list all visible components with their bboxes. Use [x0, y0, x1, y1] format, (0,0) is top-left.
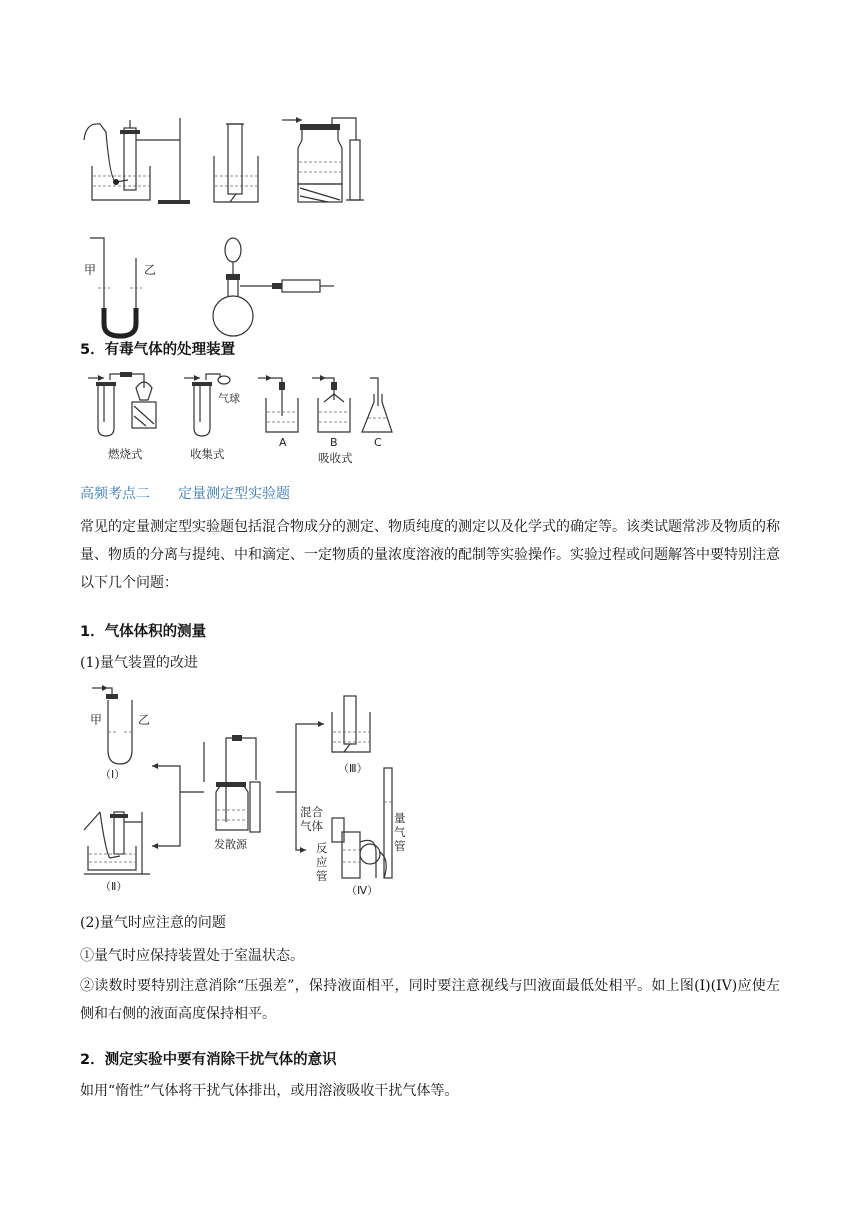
absorbing-a-apparatus	[258, 375, 298, 449]
item1-note1: ①量气时应保持装置处于室温状态。	[80, 948, 304, 964]
section-5-heading: 5．有毒气体的处理装置	[80, 342, 236, 358]
apparatus-ii	[84, 812, 150, 893]
label-iii: （Ⅲ）	[338, 762, 368, 775]
label-balloon: 气球	[218, 392, 240, 405]
label-jia-diagram: 甲	[90, 713, 103, 727]
gas-measurement-diagram	[80, 682, 420, 900]
label-yi: 乙	[144, 263, 157, 277]
u-tube-apparatus	[84, 238, 156, 338]
label-meter-1: 量	[394, 811, 406, 825]
collecting-type-apparatus	[184, 374, 240, 461]
label-a: A	[279, 436, 287, 449]
label-meter-3: 管	[394, 839, 406, 853]
label-source: 发散源	[214, 838, 247, 851]
item1-sub1: (1)量气装置的改进	[80, 655, 198, 671]
apparatus-row-2	[80, 228, 340, 340]
item2-heading: 2．测定实验中要有消除干扰气体的意识	[80, 1052, 337, 1068]
label-i: （Ⅰ）	[100, 768, 126, 781]
burning-type-apparatus	[88, 372, 156, 461]
apparatus-iii	[332, 696, 370, 775]
item2-text: 如用“惰性”气体将干扰气体排出，或用溶液吸收干扰气体等。	[80, 1083, 459, 1099]
item1-sub2: (2)量气时应注意的问题	[80, 915, 226, 931]
item1-note2: ②读数时要特别注意消除“压强差”，保持液面相平，同时要注意视线与凹液面最低处相平。如上图(I)(IV)应使左侧和右侧的液面高度保持相平。	[80, 978, 780, 1022]
intro-paragraph: 常见的定量测定型实验题包括混合物成分的测定、物质纯度的测定以及化学式的确定等。该类试题常涉及物质的称量、物质的分离与提纯、中和滴定、一定物质的量浓度溶液的配制等实验操作。实验过程或问题解答中要特别注意以下几个问题：	[80, 519, 780, 591]
label-b: B	[330, 436, 338, 449]
label-react-2: 应	[316, 855, 328, 869]
label-iv: （Ⅳ）	[346, 884, 379, 897]
toxic-gas-treatment-figure	[86, 372, 396, 468]
gas-bottle-apparatus	[282, 117, 364, 202]
apparatus-i	[90, 685, 150, 781]
label-mixed-2: 气体	[300, 819, 323, 833]
label-yi-diagram: 乙	[138, 713, 151, 727]
item1-heading: 1．气体体积的测量	[80, 624, 207, 640]
source-apparatus	[204, 735, 260, 851]
water-trough-apparatus	[84, 118, 190, 204]
label-absorb: 吸收式	[318, 451, 353, 465]
label-meter-2: 气	[394, 825, 406, 839]
apparatus-iv	[300, 768, 406, 897]
label-react-1: 反	[316, 841, 328, 855]
point2-title: 高频考点二	[80, 486, 150, 502]
apparatus-row-1	[80, 110, 370, 210]
absorbing-b-apparatus	[312, 375, 353, 465]
flask-syringe-apparatus	[213, 238, 334, 336]
label-jia: 甲	[84, 263, 97, 277]
label-ii: （Ⅱ）	[100, 880, 128, 893]
label-react-3: 管	[316, 869, 328, 883]
label-c: C	[374, 436, 382, 449]
label-collect: 收集式	[190, 447, 225, 461]
label-mixed-1: 混合	[300, 805, 323, 819]
absorbing-c-apparatus	[362, 378, 392, 449]
point2-subtitle: 定量测定型实验题	[178, 486, 290, 502]
beaker-cylinder-apparatus	[214, 124, 258, 202]
label-burn: 燃烧式	[108, 447, 143, 461]
